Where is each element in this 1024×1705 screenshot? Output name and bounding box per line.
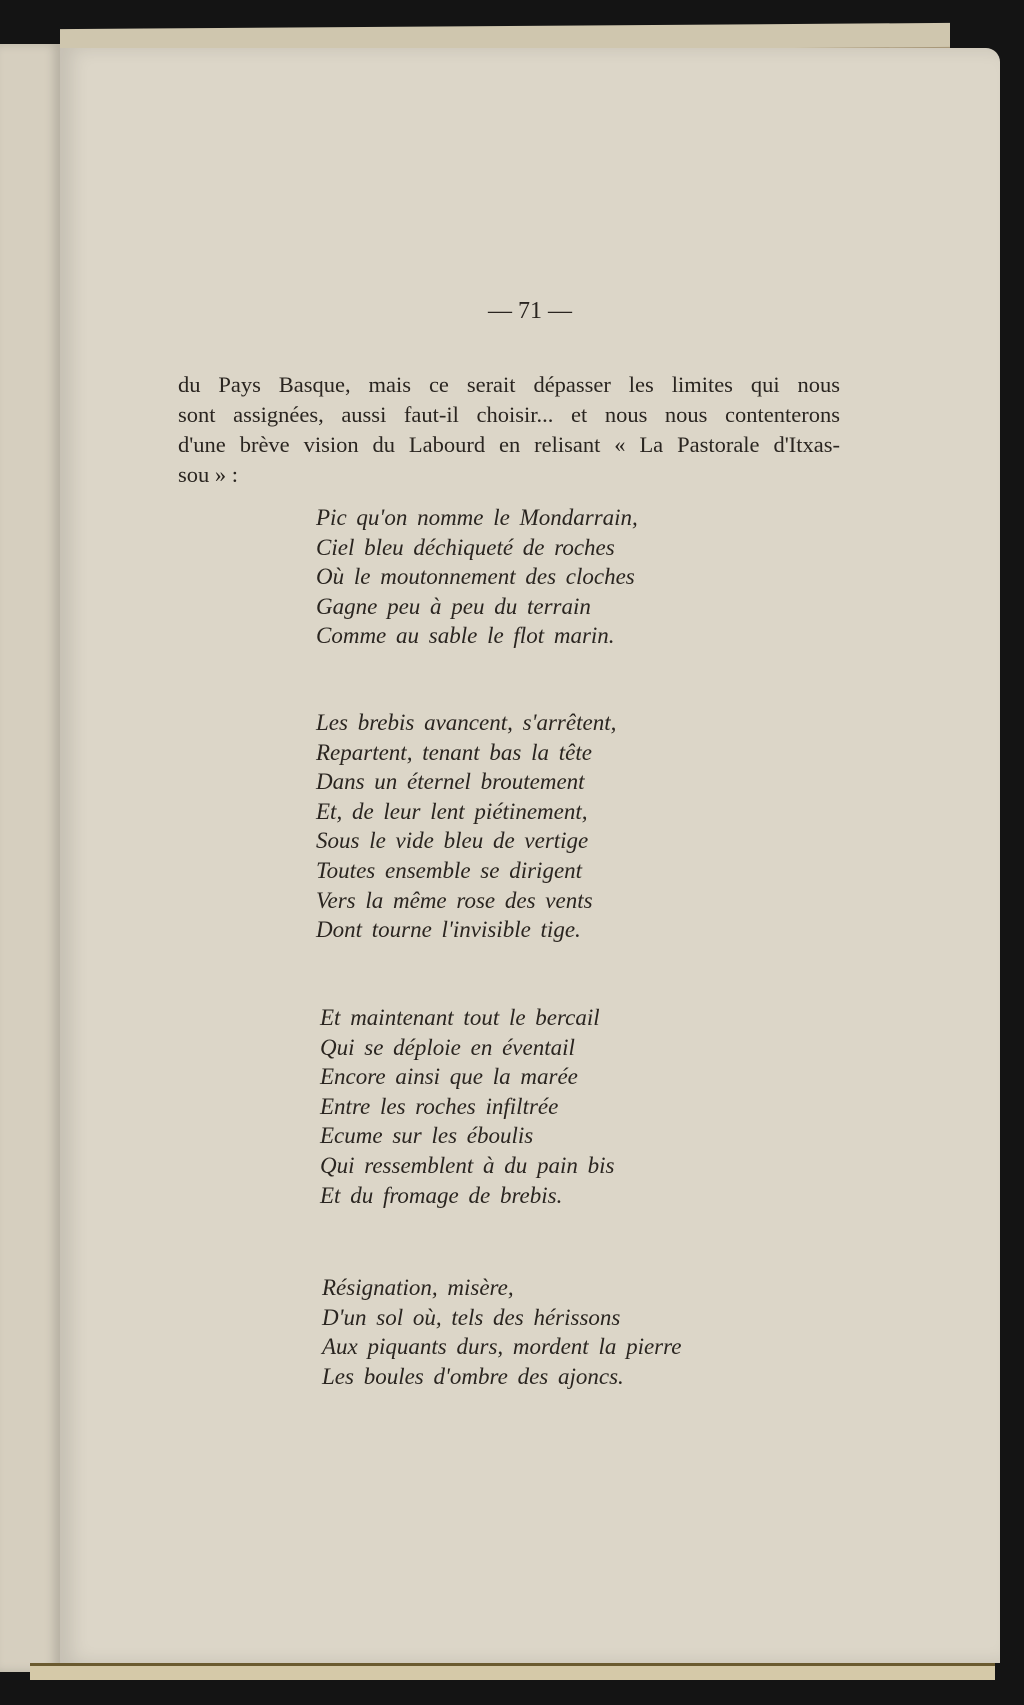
prose-paragraph bbox=[178, 370, 840, 490]
verse: D'un sol où, tels des hérissons bbox=[322, 1304, 621, 1330]
verse: Vers la même rose des vents bbox=[316, 887, 593, 913]
verse: Ciel bleu déchiqueté de roches bbox=[316, 534, 615, 560]
prose-line: d'une brève vision du Labourd en relisant « La Pastorale d'Itxas- bbox=[178, 432, 840, 457]
prose-line: sou » : bbox=[178, 462, 239, 487]
verse: Encore ainsi que la marée bbox=[320, 1064, 578, 1090]
verse: Résignation, misère, bbox=[322, 1275, 514, 1300]
poem-stanza-3 bbox=[320, 1003, 615, 1210]
verse: Dans un éternel broutement bbox=[316, 769, 585, 795]
verse: Qui ressemblent à du pain bis bbox=[320, 1152, 615, 1178]
page-bottom-edge bbox=[30, 1663, 995, 1680]
verse: Toutes ensemble se dirigent bbox=[316, 857, 583, 883]
page-number: — 71 — bbox=[488, 298, 572, 324]
verse: Qui se déploie en éventail bbox=[320, 1034, 575, 1060]
verse: Et du fromage de brebis. bbox=[320, 1182, 563, 1208]
facing-page-edge bbox=[0, 44, 62, 1672]
poem-stanza-2 bbox=[316, 708, 616, 945]
verse: Comme au sable le flot marin. bbox=[316, 623, 615, 649]
verse: Aux piquants durs, mordent la pierre bbox=[322, 1334, 682, 1360]
poem-stanza-4 bbox=[322, 1273, 681, 1391]
prose-line: du Pays Basque, mais ce serait dépasser les limites qui nous bbox=[178, 372, 840, 397]
prose-line: sont assignées, aussi faut-il choisir... et nous nous contenterons bbox=[178, 402, 840, 427]
verse: Sous le vide bleu de vertige bbox=[316, 828, 589, 854]
verse: Gagne peu à peu du terrain bbox=[316, 593, 591, 619]
verse: Les boules d'ombre des ajoncs. bbox=[322, 1363, 624, 1389]
verse: Dont tourne l'invisible tige. bbox=[316, 917, 581, 943]
verse: Et maintenant tout le bercail bbox=[320, 1005, 600, 1030]
poem-stanza-1 bbox=[316, 503, 638, 651]
verse: Pic qu'on nomme le Mondarrain, bbox=[316, 505, 638, 530]
verse: Ecume sur les éboulis bbox=[320, 1123, 534, 1149]
verse: Où le moutonnement des cloches bbox=[316, 564, 635, 590]
verse: Et, de leur lent piétinement, bbox=[316, 798, 588, 824]
book-page bbox=[60, 48, 1000, 1663]
verse: Les brebis avancent, s'arrêtent, bbox=[316, 710, 617, 735]
verse: Entre les roches infiltrée bbox=[320, 1093, 559, 1119]
verse: Repartent, tenant bas la tête bbox=[316, 739, 592, 765]
